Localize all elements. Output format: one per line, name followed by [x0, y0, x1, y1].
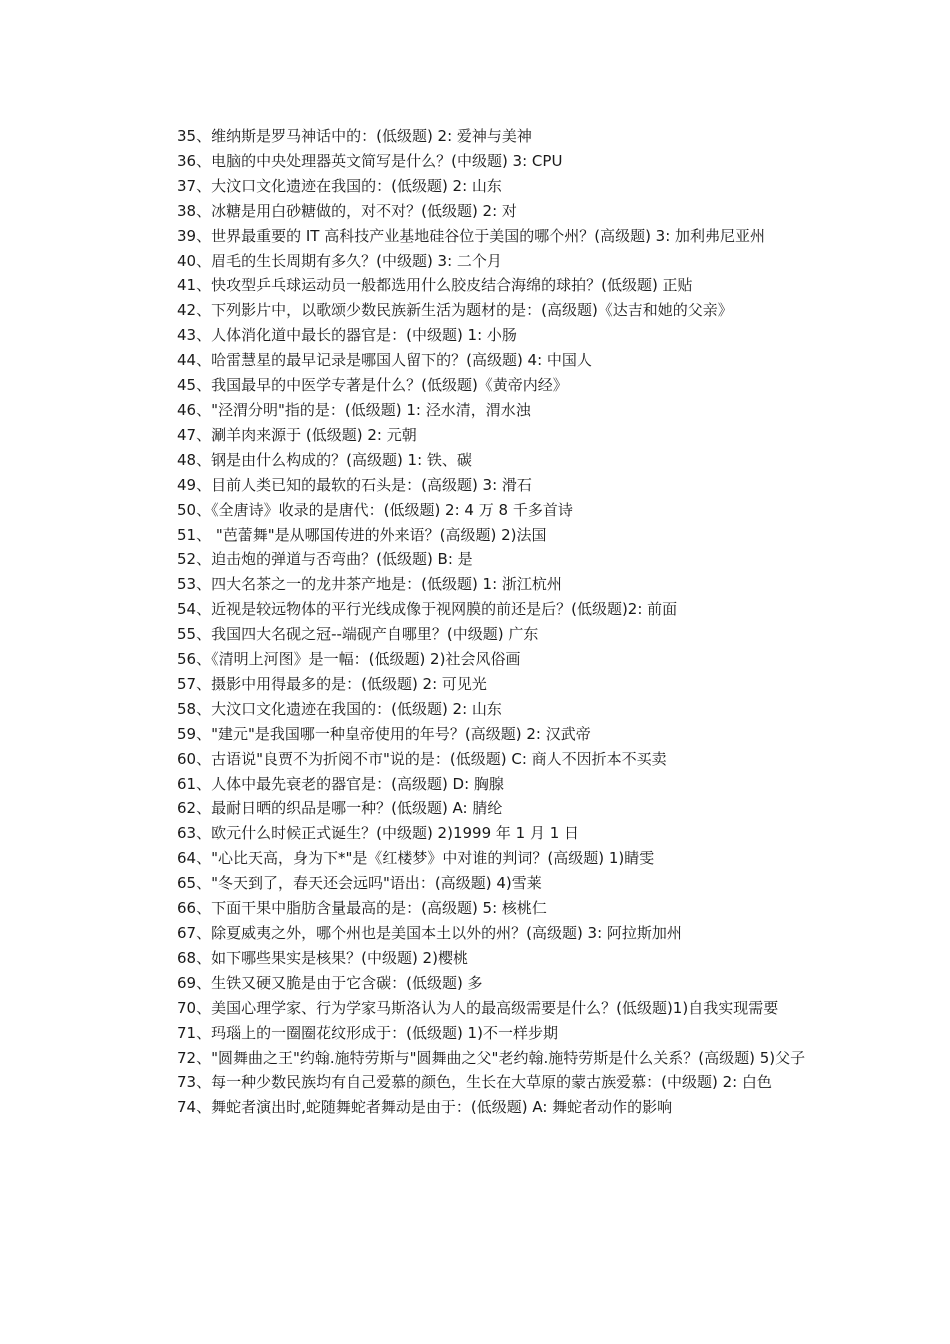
question-47: 47、涮羊肉来源于 (低级题) 2: 元朝 [177, 425, 417, 444]
question-38: 38、冰糖是用白砂糖做的，对不对？(低级题) 2: 对 [177, 201, 517, 220]
question-63: 63、欧元什么时候正式诞生？(中级题) 2)1999 年 1 月 1 日 [177, 824, 580, 843]
question-44: 44、哈雷慧星的最早记录是哪国人留下的？(高级题) 4: 中国人 [177, 351, 592, 370]
question-56: 56、《清明上河图》是一幅：(低级题) 2)社会风俗画 [177, 650, 521, 669]
question-35: 35、维纳斯是罗马神话中的：(低级题) 2: 爱神与美神 [177, 127, 532, 145]
question-66: 66、下面干果中脂肪含量最高的是：(高级题) 5: 核桃仁 [177, 899, 547, 918]
question-67: 67、除夏威夷之外，哪个州也是美国本土以外的州？(高级题) 3: 阿拉斯加州 [177, 924, 682, 942]
question-57: 57、摄影中用得最多的是：(低级题) 2: 可见光 [177, 674, 487, 693]
question-72: 72、"圆舞曲之王"约翰.施特劳斯与"圆舞曲之父"老约翰.施特劳斯是什么关系？(高级题) 5)父子 [177, 1048, 806, 1067]
question-list [140, 124, 816, 1120]
question-53: 53、四大名茶之一的龙井茶产地是：(低级题) 1: 浙江杭州 [177, 575, 562, 594]
question-65: 65、"冬天到了，春天还会远吗"语出：(高级题) 4)雪莱 [177, 874, 542, 893]
question-41: 41、快攻型乒乓球运动员一般都选用什么胶皮结合海绵的球拍？(低级题) 正贴 [177, 276, 693, 295]
question-37: 37、大汶口文化遗迹在我国的：(低级题) 2: 山东 [177, 176, 502, 195]
question-59: 59、"建元"是我国哪一种皇帝使用的年号？(高级题) 2: 汉武帝 [177, 724, 591, 743]
question-40: 40、眉毛的生长周期有多久？(中级题) 3: 二个月 [177, 251, 502, 270]
question-54: 54、近视是较远物体的平行光线成像于视网膜的前还是后？(低级题)2: 前面 [177, 600, 678, 619]
question-48: 48、钢是由什么构成的？(高级题) 1: 铁、碳 [177, 450, 472, 469]
question-45: 45、我国最早的中医学专著是什么？(低级题)《黄帝内经》 [177, 376, 568, 395]
question-68: 68、如下哪些果实是核果？(中级题) 2)樱桃 [177, 948, 468, 967]
question-61: 61、人体中最先衰老的器官是：(高级题) D: 胸腺 [177, 774, 504, 793]
question-64: 64、"心比天高，身为下*"是《红楼梦》中对谁的判词？(高级题) 1)睛雯 [177, 849, 655, 868]
question-36: 36、电脑的中央处理器英文简写是什么？(中级题) 3: CPU [177, 151, 563, 170]
question-73: 73、每一种少数民族均有自己爱慕的颜色，生长在大草原的蒙古族爱慕：(中级题) 2: 白色 [177, 1073, 772, 1092]
question-71: 71、玛瑙上的一圈圈花纹形成于：(低级题) 1)不一样步期 [177, 1023, 558, 1042]
question-50: 50、《全唐诗》收录的是唐代：(低级题) 2: 4 万 8 千多首诗 [177, 500, 573, 519]
question-70: 70、美国心理学家、行为学家马斯洛认为人的最高级需要是什么？(低级题)1)自我实现需要 [177, 998, 779, 1017]
question-55: 55、我国四大名砚之冠--端砚产自哪里？(中级题) 广东 [177, 625, 539, 644]
question-58: 58、大汶口文化遗迹在我国的：(低级题) 2: 山东 [177, 699, 502, 718]
question-62: 62、最耐日晒的织品是哪一种？(低级题) A: 腈纶 [177, 799, 503, 818]
question-52: 52、迫击炮的弹道与否弯曲？(低级题) B: 是 [177, 550, 473, 569]
question-43: 43、人体消化道中最长的器官是：(中级题) 1: 小肠 [177, 326, 517, 345]
question-49: 49、目前人类已知的最软的石头是：(高级题) 3: 滑石 [177, 475, 532, 494]
question-39: 39、世界最重要的 IT 高科技产业基地硅谷位于美国的哪个州？(高级题) 3: 加利弗尼亚州 [177, 226, 766, 245]
question-74: 74、舞蛇者演出时,蛇随舞蛇者舞动是由于：(低级题) A: 舞蛇者动作的影响 [177, 1098, 673, 1117]
question-60: 60、古语说"良贾不为折阅不市"说的是：(低级题) C: 商人不因折本不买卖 [177, 749, 667, 768]
question-46: 46、"泾渭分明"指的是：(低级题) 1: 泾水清，渭水浊 [177, 400, 531, 419]
question-69: 69、生铁又硬又脆是由于它含碳：(低级题) 多 [177, 973, 483, 992]
question-42: 42、下列影片中，以歌颂少数民族新生活为题材的是：(高级题)《达吉和她的父亲》 [177, 301, 733, 320]
question-51: 51、 "芭蕾舞"是从哪国传进的外来语？(高级题) 2)法国 [177, 525, 547, 544]
